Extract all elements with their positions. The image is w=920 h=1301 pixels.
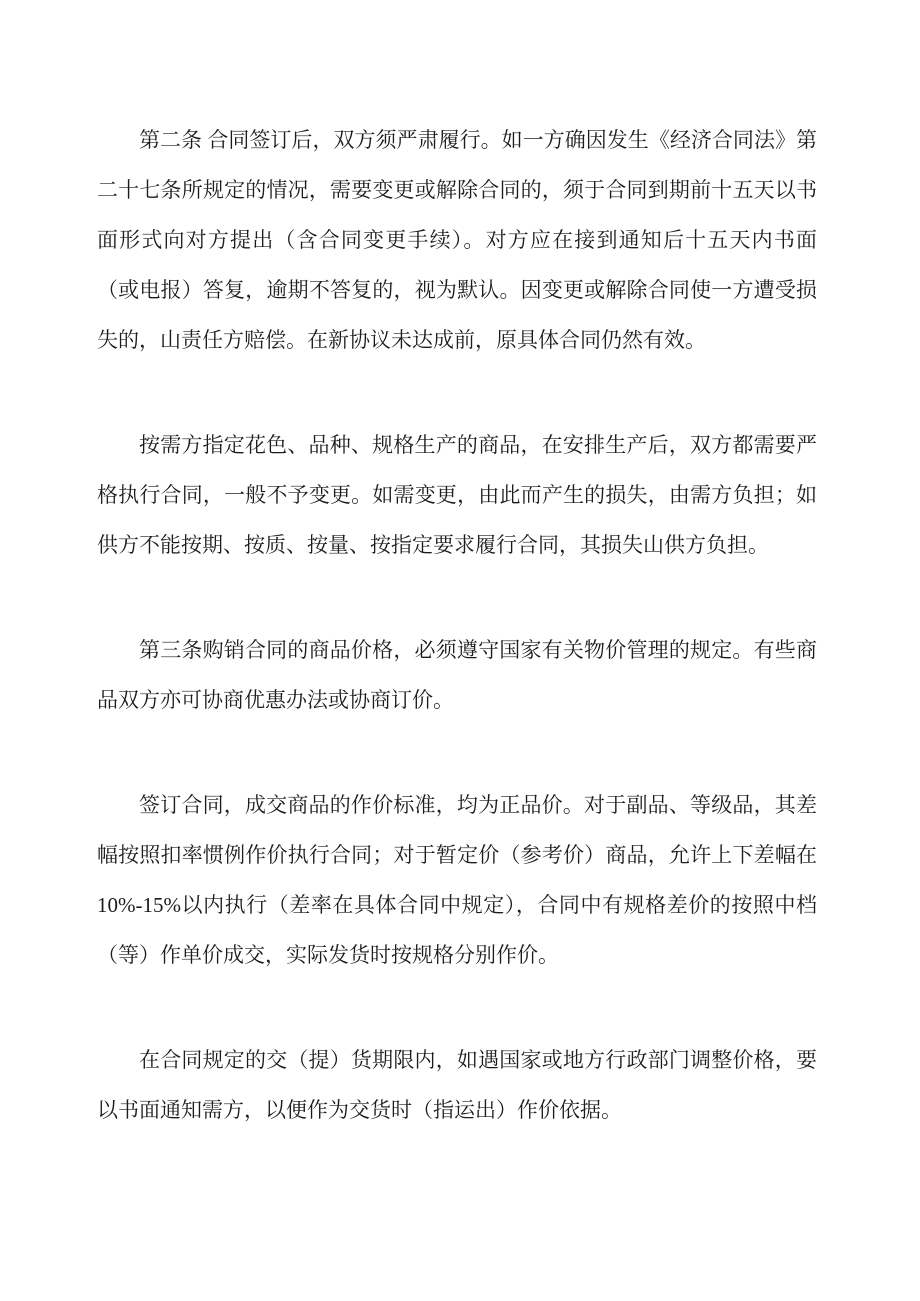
paragraph-clause-3: 第三条购销合同的商品价格，必须遵守国家有关物价管理的规定。有些商品双方亦可协商优惠办法或协商订价。 (97, 638, 817, 712)
paragraph-price-adjustment: 在合同规定的交（提）货期限内，如遇国家或地方行政部门调整价格，要以书面通知需方，以便作为交货时（指运出）作价依据。 (97, 1048, 817, 1122)
paragraph-clause-2: 第二条 合同签订后，双方须严肃履行。如一方确因发生《经济合同法》第二十七条所规定的情况，需要变更或解除合同的，须于合同到期前十五天以书面形式向对方提出（含合同变更手续）。对方应在接到通知后十五天内书面（或电报）答复，逾期不答复的，视为默认。因变更或解除合同使一方遭受损失的，山责任方赔偿。在新协议未达成前，原具体合同仍然有效。 (97, 128, 817, 352)
document-body (97, 115, 817, 1190)
paragraph-pricing-standard: 签订合同，成交商品的作价标准，均为正品价。对于副品、等级品，其差幅按照扣率惯例作价执行合同；对于暂定价（参考价）商品，允许上下差幅在10%-15%以内执行（差率在具体合同中规定），合同中有规格差价的按照中档（等）作单价成交，实际发货时按规格分别作价。 (97, 793, 817, 967)
paragraph-custom-goods: 按需方指定花色、品种、规格生产的商品，在安排生产后，双方都需要严格执行合同，一般不予变更。如需变更，由此而产生的损失，由需方负担；如供方不能按期、按质、按量、按指定要求履行合同，其损失山供方负担。 (97, 433, 817, 557)
